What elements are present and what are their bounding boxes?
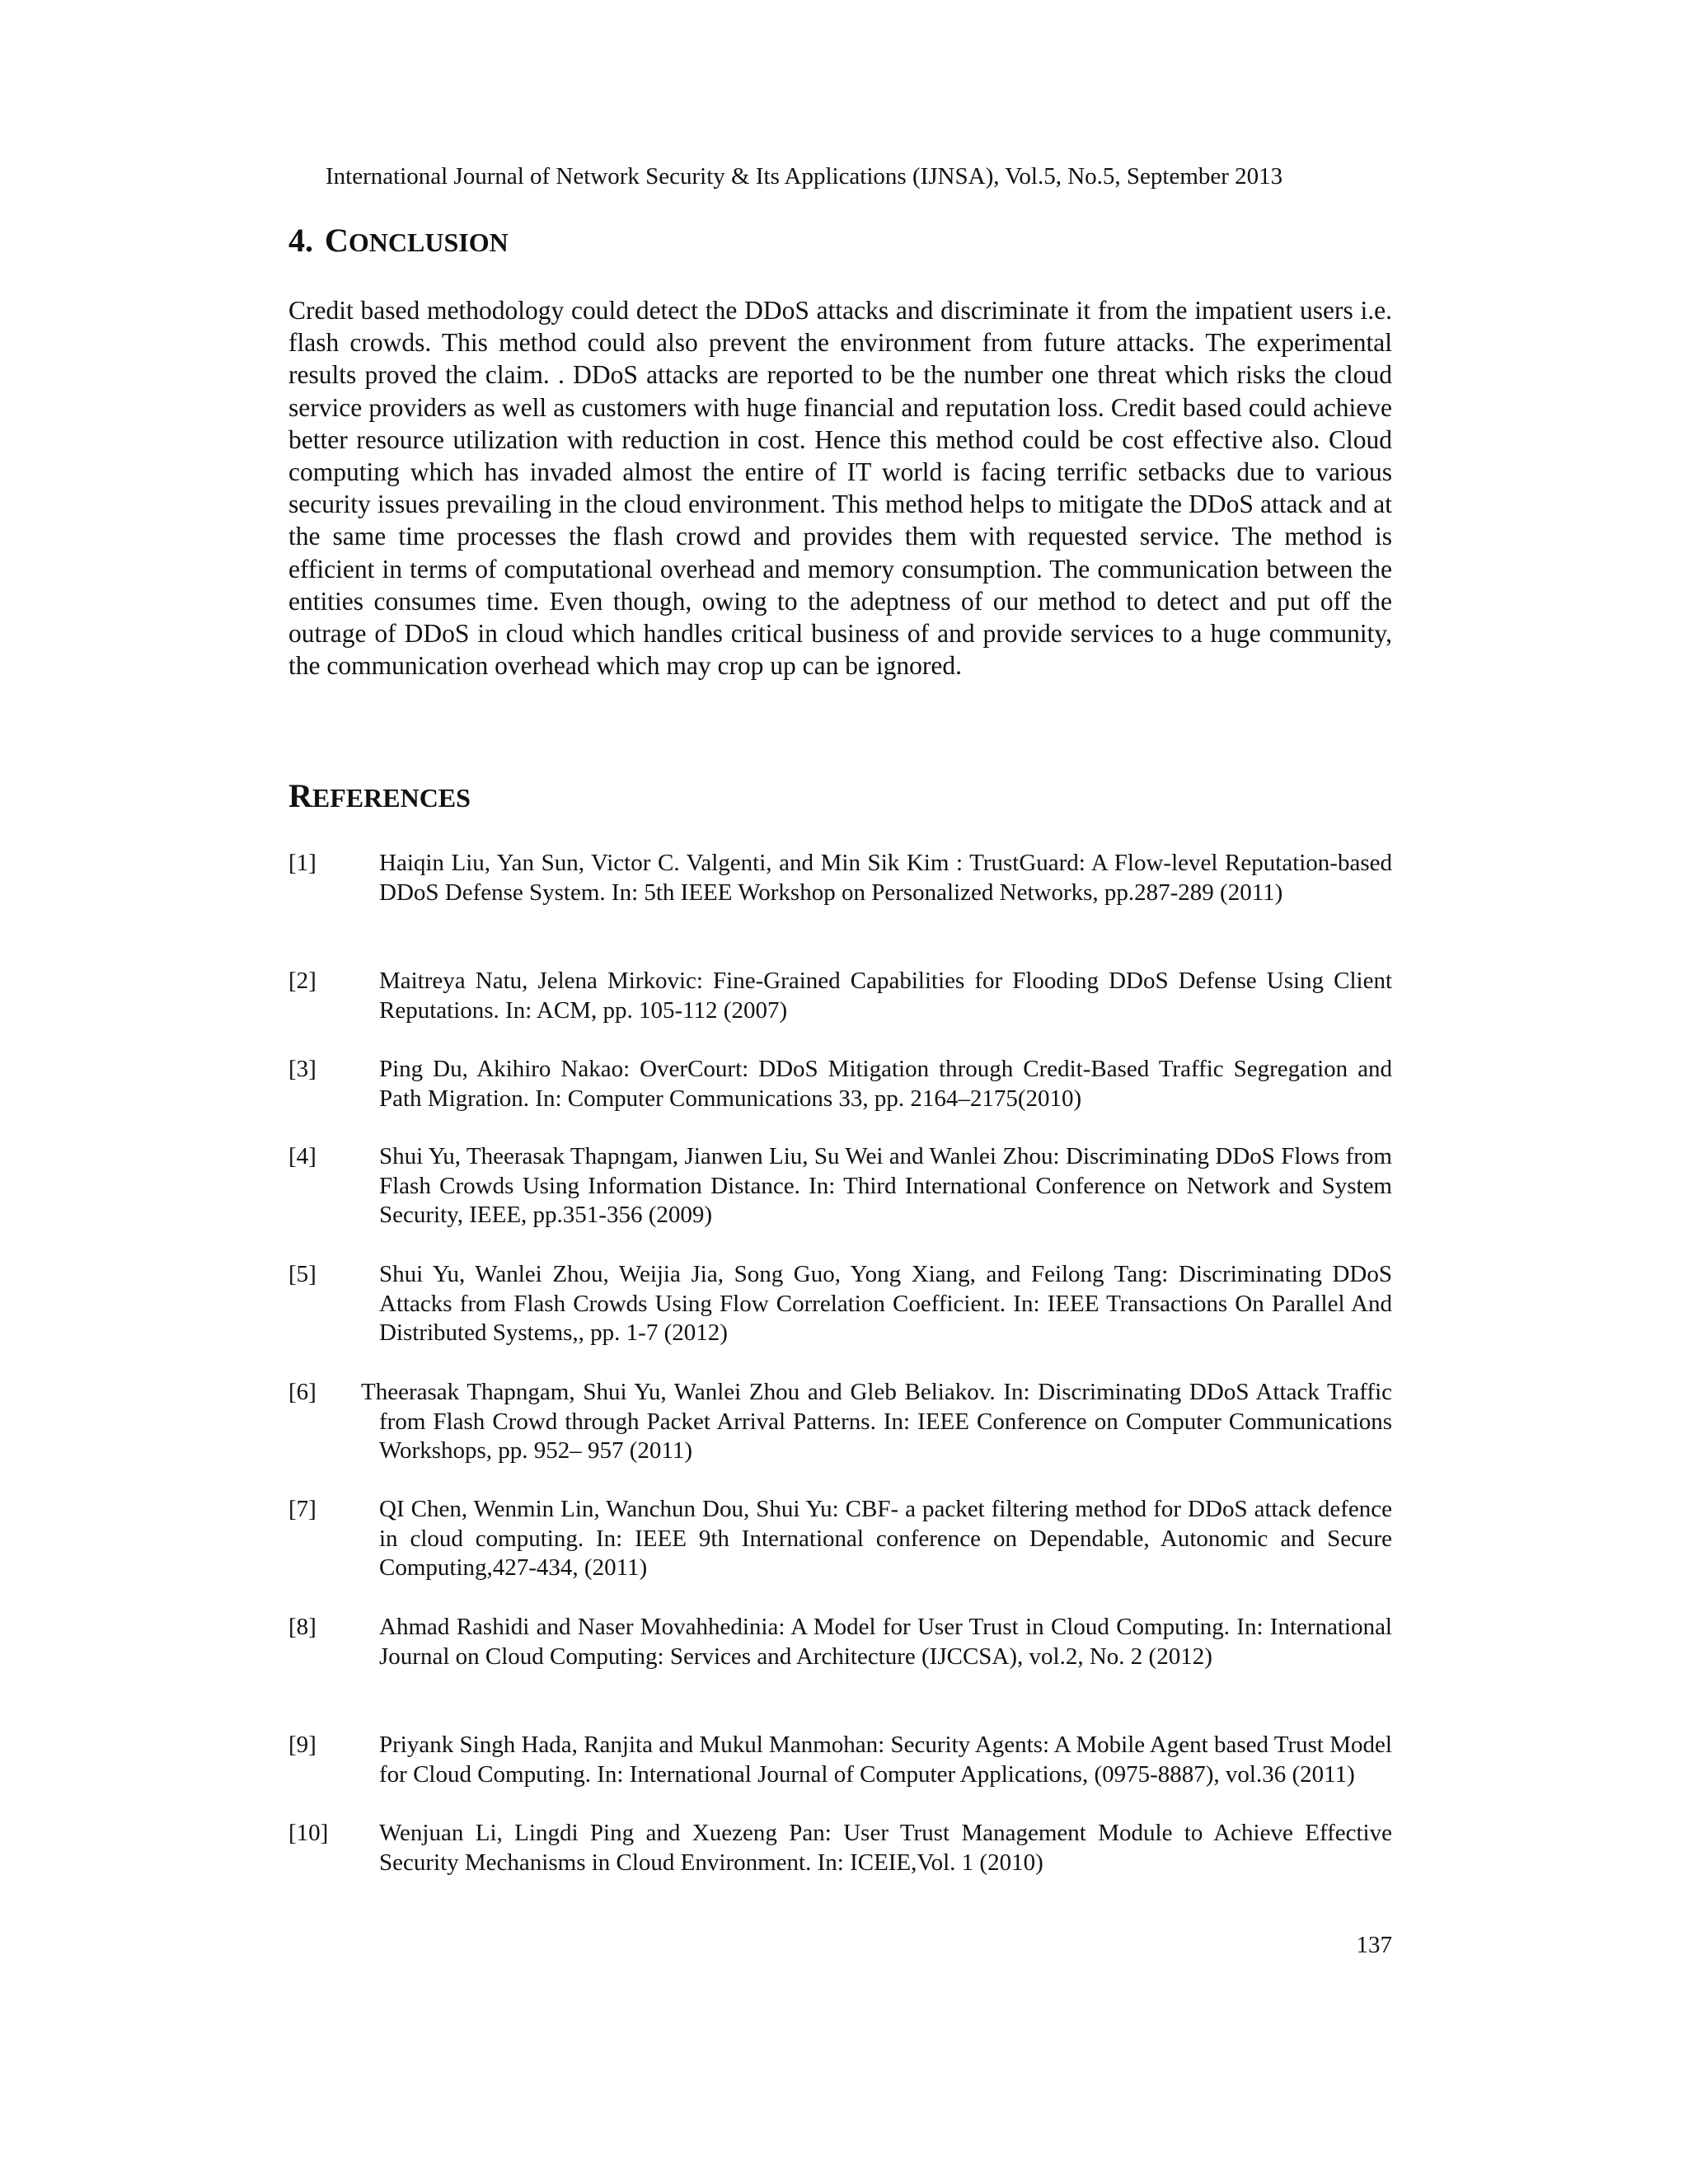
reference-item — [288, 1378, 1392, 1466]
reference-text: QI Chen, Wenmin Lin, Wanchun Dou, Shui Yu: CBF- a packet filtering method for DDoS attack defence in cloud computing. In: IEEE 9th International conference on Dependable, Autonomic and Secure Computing,427-434, (2011) — [379, 1496, 1392, 1582]
reference-number: [2] — [288, 968, 316, 994]
reference-text: Wenjuan Li, Lingdi Ping and Xuezeng Pan: User Trust Management Module to Achieve Effective Security Mechanisms in Cloud Environment. In: ICEIE,Vol. 1 (2010) — [379, 1820, 1392, 1876]
reference-item — [288, 1260, 1392, 1348]
reference-item — [288, 1613, 1392, 1671]
reference-item — [288, 1819, 1392, 1877]
reference-text: Maitreya Natu, Jelena Mirkovic: Fine-Grained Capabilities for Flooding DDoS Defense Using Client Reputations. In: ACM, pp. 105-112 (2007) — [379, 968, 1392, 1024]
reference-item — [288, 849, 1392, 907]
conclusion-heading — [288, 221, 509, 262]
reference-text: Ping Du, Akihiro Nakao: OverCourt: DDoS Mitigation through Credit-Based Traffic Segregation and Path Migration. In: Computer Communications 33, pp. 2164–2175(2010) — [379, 1056, 1392, 1112]
section-title-rest: ONCLUSION — [348, 227, 509, 257]
conclusion-paragraph: Credit based methodology could detect the DDoS attacks and discriminate it from the impatient users i.e. flash crowds. This method could also prevent the environment from future attacks. The experimental results proved the claim. . DDoS attacks are reported to be the number one threat which risks the cloud service providers as well as customers with huge financial and reputation loss. Credit based could achieve better resource utilization with reduction in cost. Hence this method could be cost effective also. Cloud computing which has invaded almost the entire of IT world is facing terrific setbacks due to various security issues prevailing in the cloud environment. This method helps to mitigate the DDoS attack and at the same time processes the flash crowd and provides them with requested service. The method is efficient in terms of computational overhead and memory consumption. The communication between the entities consumes time. Even though, owing to the adeptness of our method to detect and put off the outrage of DDoS in cloud which handles critical business of and provide services to a huge community, the communication overhead which may crop up can be ignored. — [288, 296, 1392, 681]
reference-item — [288, 1055, 1392, 1113]
reference-text: Ahmad Rashidi and Naser Movahhedinia: A Model for User Trust in Cloud Computing. In: International Journal on Cloud Computing: Services and Architecture (IJCCSA), vol.2, No. 2 (2012) — [379, 1614, 1392, 1670]
reference-number: [4] — [288, 1143, 316, 1169]
reference-number: [6] — [288, 1379, 316, 1405]
reference-number: [5] — [288, 1261, 316, 1287]
reference-number: [7] — [288, 1496, 316, 1522]
section-number: 4. — [288, 222, 313, 259]
reference-number: [10] — [288, 1820, 329, 1846]
reference-item — [288, 967, 1392, 1025]
reference-text: Priyank Singh Hada, Ranjita and Mukul Manmohan: Security Agents: A Mobile Agent based Trust Model for Cloud Computing. In: International Journal of Computer Applications, (0975-8887), vol.36 (2011) — [379, 1732, 1392, 1788]
references-heading — [288, 776, 471, 823]
reference-item — [288, 1495, 1392, 1583]
references-title-initial: R — [288, 777, 312, 814]
page-number: 137 — [1356, 1932, 1392, 1958]
reference-number: [8] — [288, 1614, 316, 1640]
reference-number: [1] — [288, 850, 316, 876]
section-title-initial: C — [325, 222, 349, 259]
reference-text: Haiqin Liu, Yan Sun, Victor C. Valgenti, and Min Sik Kim : TrustGuard: A Flow-level Reputation-based DDoS Defense System. In: 5th IEEE Workshop on Personalized Networks, pp.287-289 (2011) — [379, 850, 1392, 906]
running-header: International Journal of Network Security & Its Applications (IJNSA), Vol.5, No.5, September 2013 — [326, 163, 1283, 190]
reference-number: [9] — [288, 1732, 316, 1758]
reference-number: [3] — [288, 1056, 316, 1082]
references-title-rest: EFERENCES — [312, 783, 471, 813]
reference-item — [288, 1731, 1392, 1789]
reference-text: Shui Yu, Wanlei Zhou, Weijia Jia, Song Guo, Yong Xiang, and Feilong Tang: Discriminating DDoS Attacks from Flash Crowds Using Flow Correlation Coefficient. In: IEEE Transactions On Parallel And Distributed Systems,, pp. 1-7 (2012) — [379, 1261, 1392, 1347]
reference-text: Shui Yu, Theerasak Thapngam, Jianwen Liu, Su Wei and Wanlei Zhou: Discriminating DDoS Flows from Flash Crowds Using Information Distance. In: Third International Conference on Network and System Security, IEEE, pp.351-356 (2009) — [379, 1143, 1392, 1229]
reference-text: Theerasak Thapngam, Shui Yu, Wanlei Zhou and Gleb Beliakov. In: Discriminating DDoS Attack Traffic from Flash Crowd through Packet Arrival Patterns. In: IEEE Conference on Computer Communications Workshops, pp. 952– 957 (2011) — [361, 1379, 1392, 1465]
reference-item — [288, 1142, 1392, 1230]
